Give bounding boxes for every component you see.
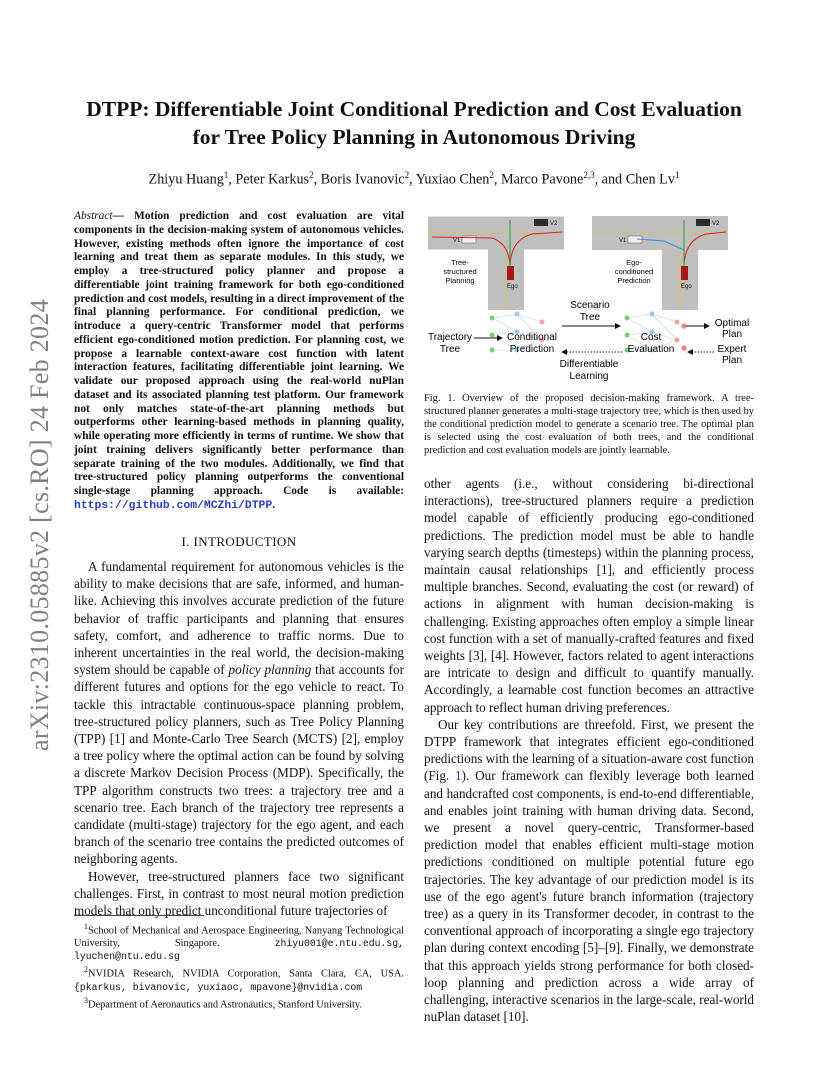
footnotes [74, 915, 404, 1011]
tree-structured-planning-l2: structured [443, 267, 477, 276]
figure-diagram [422, 210, 756, 390]
cost-evaluation-l1: Cost [640, 332, 662, 343]
ego-vehicle-icon [681, 266, 688, 280]
right-paragraph-1: other agents (i.e., without considering bi-directional interactions), tree-structured planners require a prediction model capable of efficiently producing ego-conditioned predictions. The prediction model must be able to handle varying search depths (timesteps) within the planning process, maintain causal relationships [1], and efficiently process multiple branches. Second, evaluating the cost (or reward) of actions in alignment with human decision-making is challenging. Existing approaches often employ a simple linear cost function with a set of manually-crafted features and fixed weights [3], [4]. However, factors related to agent interactions are intricate to design and difficult to quantify manually. Accordingly, a learnable cost function becomes an attractive approach to reflect human driving preferences. [424, 476, 754, 715]
output-node [681, 345, 686, 350]
expert-plan-l2: Plan [721, 355, 743, 366]
right-p2-text-a: Our key contributions are threefold. First, we present the DTPP framework that integrates efficient ego-conditioned predictions with the learning of a situation-aware cost function (Fig. [424, 716, 754, 784]
differentiable-learning-l2: Learning [569, 371, 609, 382]
right-paragraph-2 [424, 716, 754, 1026]
figure-caption: Fig. 1. Overview of the proposed decision-making framework. A tree-structured planner generates a multi-stage trajectory tree, which is then used by the conditional prediction model to generate a scenario tree. The optimal plan is selected using the cost evaluation of both trees, and the conditional prediction and cost evaluation models are jointly learnable. [424, 393, 754, 456]
expert-plan-l1: Expert [717, 344, 747, 355]
trajectory-tree-l2: Tree [439, 344, 461, 355]
v1-label: V1 [619, 238, 627, 244]
affiliation-mark: 2 [404, 170, 410, 180]
intro-p1-text-b: that accounts for different futures and options for the ego vehicle to react. To tackle this intractable continuous-space planning problem, tree-structured policy planners, such as Tree Policy Planning (TPP) [1] and Monte-Carlo Tree Search (MCTS) [2], employ a tree policy where the optimal action can be found by solving a discrete Markov Decision Process (MDP). Specifically, the TPP algorithm constructs two trees: a trajectory tree and a scenario tree. Each branch of the trajectory tree represents a candidate (multi-stage) trajectory for the ego agent, and each branch of the scenario tree contains the predicted outcomes of neighboring agents. [74, 662, 404, 867]
author: Marco Pavone [500, 171, 584, 188]
abstract-label: Abstract [74, 210, 113, 222]
ego-label: Ego [507, 284, 518, 290]
footnote-1-text: School of Mechanical and Aerospace Engineering, Nanyang Technological University, Singapore. [74, 925, 404, 950]
ego-conditioned-prediction-l2: conditioned [614, 267, 654, 276]
title-line-2: for Tree Policy Planning in Autonomous Driving [192, 125, 636, 149]
conditional-prediction-l1: Conditional [506, 332, 558, 343]
ego-conditioned-prediction-l3: Prediction [617, 276, 651, 285]
cost-evaluation-l2: Evaluation [627, 344, 675, 355]
affiliation-mark: 1 [674, 170, 680, 180]
v1-label: V1 [453, 238, 461, 244]
figure-1 [422, 210, 756, 390]
footnote-1: $^1$School of Mechanical and Aerospace Engineering, Nanyang Technological University, Singapore. zhiyu001@e.ntu.edu.sg, lyuchen@ntu.edu.sg [74, 922, 404, 963]
optimal-plan-l2: Plan [721, 329, 743, 340]
scenario-tree-l2: Tree [579, 312, 601, 323]
left-road-scene [428, 216, 564, 310]
section-heading: I. INTRODUCTION [181, 534, 297, 549]
right-p2-text-b: ). Our framework can flexibly leverage both learned and handcrafted cost components, is end-to-end differentiable, and enables joint training with human driving data. Second, we present a novel query-centric, Transformer-based prediction model that enables efficient multi-stage motion predictions conditioned on multiple potential future ego trajectories. The key advantage of our prediction model is its use of the ego agent's future branch information (trajectory tree) as a query in its Transformer decoder, in contrast to the conventional approach of incorporating a single ego trajectory plan during context encoding [5]–[9]. Finally, we demonstrate that this approach yields strong performance for both closed-loop planning and prediction across a wide array of challenging, interactive scenarios in the large-scale, real-world nuPlan dataset [10]. [424, 768, 754, 1025]
author: Zhiyu Huang [148, 171, 224, 188]
v2-label: V2 [712, 221, 720, 227]
ego-vehicle-icon [507, 266, 514, 280]
intro-right-column [424, 475, 754, 1026]
scenario-tree-l1: Scenario [570, 300, 610, 311]
differentiable-learning-l1: Differentiable [559, 359, 619, 370]
tree-structured-planning-l3: Planning [445, 276, 475, 285]
author: and Chen Lv [601, 171, 675, 188]
author: Boris Ivanovic [320, 171, 405, 188]
author: Yuxiao Chen [415, 171, 490, 188]
intro-p1-text-a: A fundamental requirement for autonomous vehicles is the ability to make decisions that are safe, informed, and human-like. Achieving this involves accurate prediction of the future behavior of traffic participants and planning that ensures safety, comfort, and adherence to traffic norms. Due to inherent uncertainties in the real world, the decision-making system should be capable of [74, 559, 404, 678]
intro-paragraph-1 [74, 558, 404, 868]
conditional-prediction-l2: Prediction [509, 344, 555, 355]
author-list: Zhiyu Huang$^1$, Peter Karkus$^2$, Boris Ivanovic$^2$, Yuxiao Chen$^2$, Marco Pavone$^{2,3}$, and Chen Lv$^1$ [148, 170, 680, 188]
abstract-end: . [272, 498, 276, 511]
affiliation-mark: 1 [223, 170, 229, 180]
optimal-plan-l1: Optimal [714, 318, 750, 329]
v2-label: V2 [550, 221, 558, 227]
footnote-2-text: NVIDIA Research, NVIDIA Corporation, Santa Clara, CA, USA. [88, 968, 404, 980]
affiliation-mark: 2 [309, 170, 314, 180]
footnote-3: $^3$Department of Aeronautics and Astronautics, Stanford University. [84, 995, 363, 1011]
intro-paragraph-2: However, tree-structured planners face two significant challenges. First, in contrast to most neural motion prediction models that only predict unconditional future trajectories of [74, 868, 404, 919]
footnote-rule [74, 915, 204, 916]
output-node [681, 323, 686, 328]
paper-title [60, 95, 768, 151]
author: Peter Karkus [235, 171, 310, 188]
figure-ref-link[interactable]: 1 [455, 768, 462, 784]
trajectory-tree-l1: Trajectory [427, 332, 473, 343]
footnote-2-email: {pkarkus, bivanovic, yuxiaoc, mpavone}@nvidia.com [74, 981, 363, 993]
code-link[interactable]: https://github.com/MCZhi/DTPP [74, 499, 273, 512]
affiliation-mark: 2 [489, 170, 494, 180]
title-line-1: DTPP: Differentiable Joint Conditional Prediction and Cost Evaluation [86, 97, 742, 121]
footnote-2: $^2$NVIDIA Research, NVIDIA Corporation, Santa Clara, CA, USA. {pkarkus, bivanovic, yuxiaoc, mpavone}@nvidia.com [74, 965, 404, 993]
vehicle-v2-icon [534, 219, 548, 226]
arxiv-id: arXiv:2310.05885v2 [cs.RO] 24 Feb 2024 [25, 299, 54, 751]
vehicle-v2-icon [696, 219, 710, 226]
intro-left-column [74, 558, 404, 919]
right-road-scene [592, 216, 728, 310]
ego-label: Ego [681, 284, 692, 290]
abstract-text: — Motion prediction and cost evaluation are vital components in the decision-making system of autonomous vehicles. However, existing methods often ignore the importance of cost learning and treat them as separate modules. In this study, we employ a tree-structured policy planner and propose a differentiable joint training framework for both ego-conditioned prediction and cost models, resulting in a direct improvement of the final planning performance. For conditional prediction, we introduce a query-centric Transformer model that performs efficient ego-conditioned motion prediction. For planning cost, we propose a learnable context-aware cost function with latent interaction features, facilitating differentiable joint learning. We validate our proposed approach using the real-world nuPlan dataset and its associated planning test platform. Our framework not only matches state-of-the-art planning methods but outperforms other learning-based methods in planning quality, while operating more efficiently in terms of runtime. We show that joint training delivers significantly better performance than separate training of the two modules. Additionally, we find that tree-structured policy planning outperforms the conventional single-stage planning approach. Code is available: [74, 210, 404, 497]
footnote-3-text: Department of Aeronautics and Astronautics, Stanford University. [88, 999, 363, 1011]
footnote-1-email: zhiyu001@e.ntu.edu.sg, lyuchen@ntu.edu.sg [74, 938, 404, 963]
abstract [74, 210, 404, 514]
ego-conditioned-prediction-l1: Ego- [626, 258, 642, 267]
tree-structured-planning-l1: Tree- [451, 258, 469, 267]
intro-p1-emphasis: policy planning [228, 662, 312, 678]
arxiv-watermark [20, 285, 60, 765]
affiliation-mark: 2,3 [583, 170, 595, 180]
